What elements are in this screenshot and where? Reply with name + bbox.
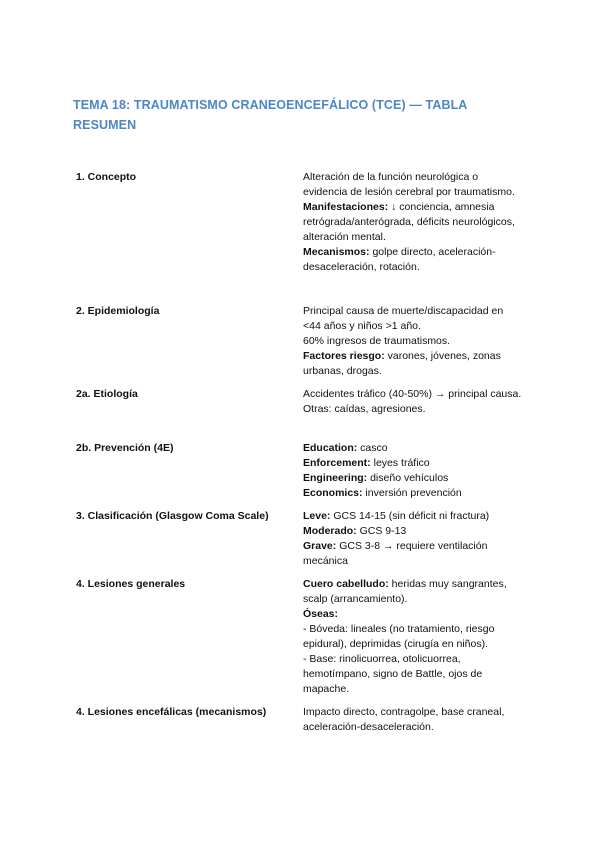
content-line [303,170,523,200]
content-line [303,524,523,539]
row-content [303,509,523,569]
content-text: GCS 14-15 (sin déficit ni fractura) [330,510,490,522]
content-line [303,471,523,486]
content-text: - Bóveda: lineales (no tratamiento, riesgo epidural), deprimidas (cirugía en niños). [303,623,495,650]
content-key: Education: [303,442,358,454]
content-line [303,200,523,245]
row-label: 4. Lesiones encefálicas (mecanismos) [76,706,267,718]
content-text: Impacto directo, contragolpe, base craneal, aceleración-desaceleración. [303,706,505,733]
table-row [76,577,536,705]
content-text: casco [357,442,388,454]
table-row [76,509,536,577]
content-text: leyes tráfico [370,457,430,469]
row-label: 2. Epidemiología [76,305,160,317]
content-line [303,402,523,417]
content-line [303,607,523,622]
table-row [76,304,536,387]
row-label: 2b. Prevención (4E) [76,442,174,454]
row-content [303,441,523,501]
content-line [303,349,523,379]
content-key: Moderado: [303,525,357,537]
content-text: GCS 3-8 → requiere ventilación mecánica [303,540,488,567]
table-row [76,387,536,441]
content-text: inversión prevención [362,487,462,499]
content-key: Factores riesgo: [303,350,385,362]
content-text: Accidentes tráfico (40-50%) → principal causa. [303,388,522,400]
content-line [303,509,523,524]
page-title: TEMA 18: TRAUMATISMO CRANEOENCEFÁLICO (TCE) — TABLA RESUMEN [73,98,467,132]
row-label: 3. Clasificación (Glasgow Coma Scale) [76,510,269,522]
content-line [303,334,523,349]
content-text: varones, jóvenes, zonas urbanas, drogas. [303,350,501,377]
content-text: - Base: rinolicuorrea, otolicuorrea, hemotímpano, signo de Battle, ojos de mapache. [303,653,483,695]
content-text: Otras: caídas, agresiones. [303,403,426,415]
content-text: diseño vehículos [367,472,449,484]
summary-table [76,170,536,735]
row-label: 2a. Etiología [76,388,138,400]
content-text: Alteración de la función neurológica o evidencia de lesión cerebral por traumatismo. [303,171,515,198]
content-text: golpe directo, aceleración-desaceleración, rotación. [303,246,496,273]
row-content [303,304,523,379]
content-text: GCS 9-13 [356,525,407,537]
content-line [303,539,523,569]
row-content [303,705,523,735]
content-line [303,387,523,402]
content-text: Principal causa de muerte/discapacidad en <44 años y niños >1 año. [303,305,504,332]
row-content [303,577,523,697]
table-row [76,705,536,735]
content-key: Cuero cabelludo: [303,578,389,590]
content-line [303,577,523,607]
content-key: Grave: [303,540,337,552]
content-line [303,652,523,697]
content-line [303,304,523,334]
table-row [76,170,536,304]
content-line [303,456,523,471]
content-key: Engineering: [303,472,368,484]
content-line [303,245,523,275]
content-key: Mecanismos: [303,246,370,258]
content-key: Economics: [303,487,363,499]
content-line [303,486,523,501]
content-line [303,705,523,735]
row-label: 4. Lesiones generales [76,578,186,590]
row-content [303,387,523,417]
row-content [303,170,523,275]
content-text: heridas muy sangrantes, scalp (arrancamiento). [303,578,507,605]
content-key: Manifestaciones: [303,201,389,213]
table-row [76,441,536,509]
content-key: Enforcement: [303,457,371,469]
content-text: 60% ingresos de traumatismos. [303,335,451,347]
content-text: ↓ conciencia, amnesia retrógrada/anterógrada, déficits neurológicos, alteración mental. [303,201,515,243]
content-line [303,622,523,652]
content-line [303,441,523,456]
content-key: Leve: [303,510,331,522]
row-label: 1. Concepto [76,171,137,183]
content-key: Óseas: [303,608,339,620]
